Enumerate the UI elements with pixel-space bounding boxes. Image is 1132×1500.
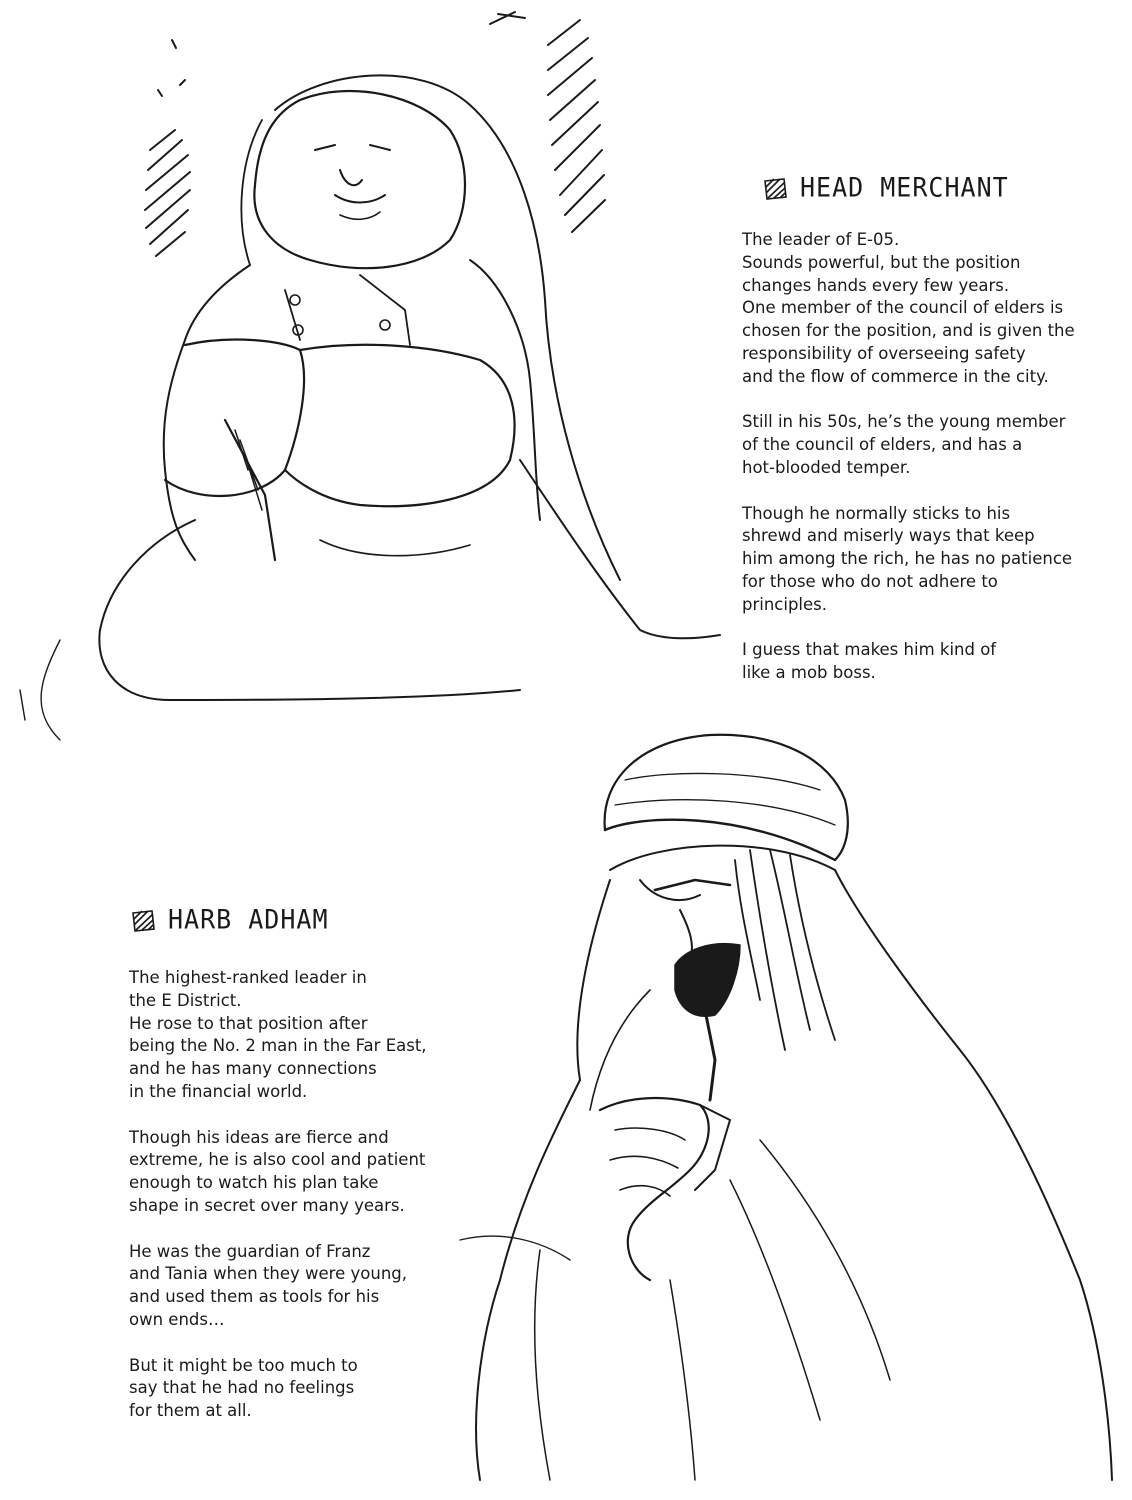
harb-adham-sketch	[440, 720, 1132, 1500]
head-merchant-description	[742, 229, 1122, 685]
head-merchant-heading	[762, 173, 1009, 202]
harb-adham-paragraph: He was the guardian of Franz and Tania when they were young, and used them as tools for his own ends…	[129, 1241, 407, 1329]
head-merchant-sketch	[0, 0, 740, 760]
harb-adham-paragraph: But it might be too much to say that he had no feelings for them at all.	[129, 1355, 358, 1421]
harb-adham-heading	[130, 905, 329, 934]
harb-adham-title: HARB ADHAM	[168, 904, 329, 935]
hatched-square-icon	[762, 175, 788, 201]
head-merchant-paragraph: Still in his 50s, he’s the young member of the council of elders, and has a hot-blooded temper.	[742, 412, 1066, 477]
harb-adham-paragraph: The highest-ranked leader in the E District. He rose to that position after being the No. 2 man in the Far East, and he has many connections in the financial world.	[129, 968, 427, 1101]
head-merchant-paragraph: The leader of E-05. Sounds powerful, but the position changes hands every few years. One member of the council of elders is chosen for the position, and is given the responsibility of overseeing safety and the flow of commerce in the city.	[742, 230, 1075, 386]
head-merchant-title: HEAD MERCHANT	[800, 172, 1009, 203]
hatched-square-icon	[130, 907, 156, 933]
head-merchant-paragraph: I guess that makes him kind of like a mob boss.	[742, 640, 997, 683]
harb-adham-description	[129, 967, 449, 1423]
harb-adham-paragraph: Though his ideas are fierce and extreme, he is also cool and patient enough to watch his plan take shape in secret over many years.	[129, 1127, 426, 1215]
head-merchant-paragraph: Though he normally sticks to his shrewd and miserly ways that keep him among the rich, he has no patience for those who do not adhere to principles.	[742, 503, 1073, 614]
